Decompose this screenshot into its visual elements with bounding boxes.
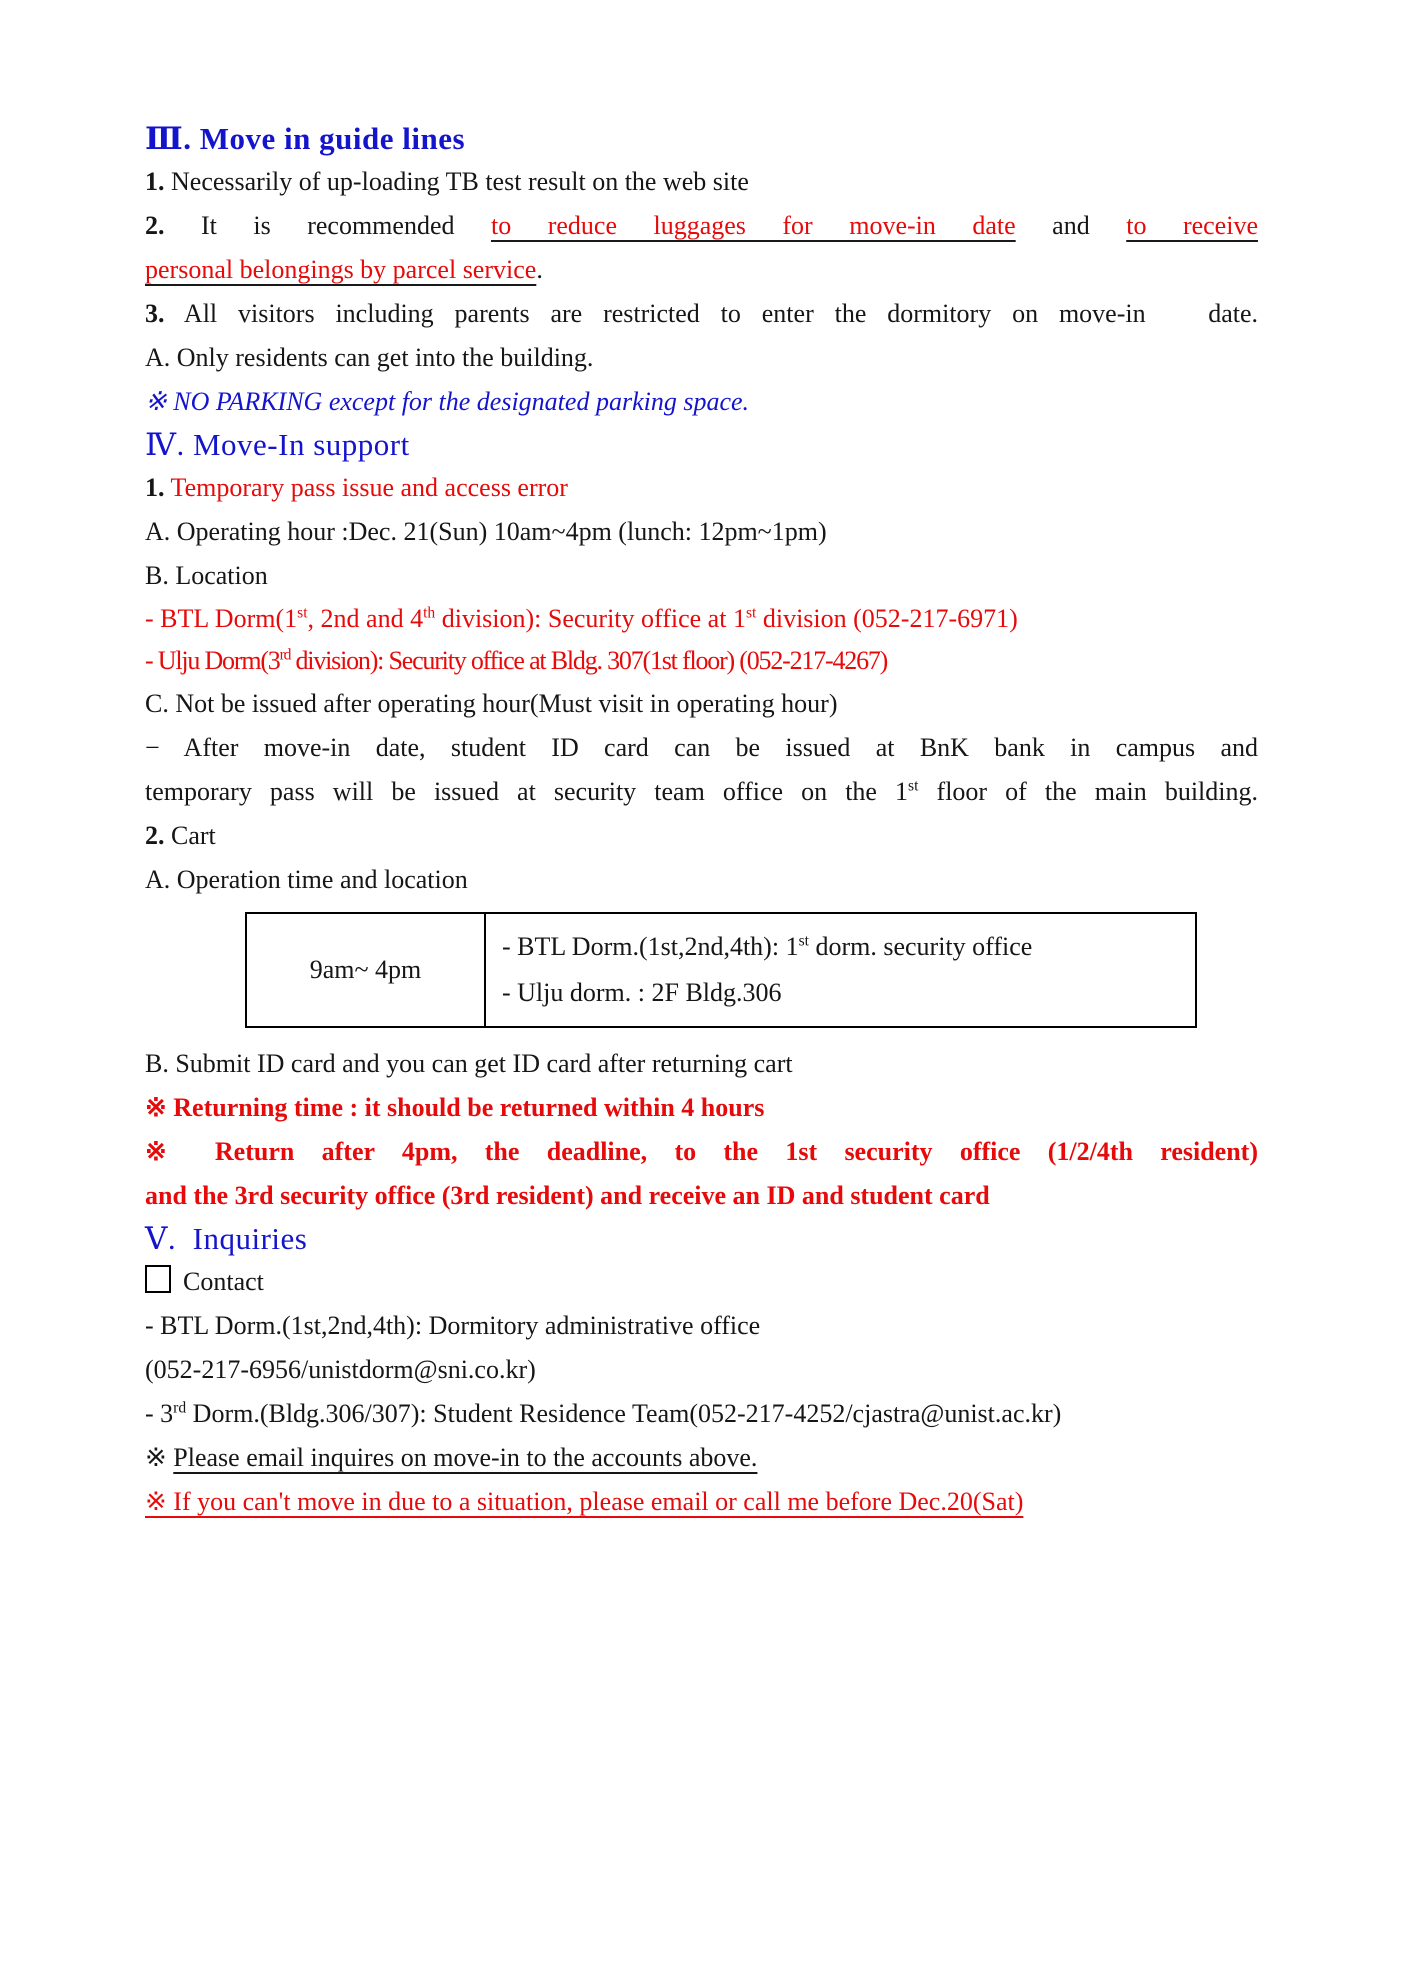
operation-time-line: A. Operation time and location — [145, 865, 468, 894]
returning-time-note: ※ Returning time : it should be returned within 4 hours — [145, 1093, 765, 1122]
cart-item: 2. Cart — [145, 821, 216, 850]
checkbox-icon — [145, 1265, 171, 1293]
after-movein-line1: − After move-in date, student ID card can be issued at BnK bank in campus and — [145, 733, 1258, 762]
ulju-dorm-bullet: - Ulju Dorm(3rd division): Security office at Bldg. 307(1st floor) (052-217-4267) — [145, 646, 888, 675]
btl-dorm-bullet: - BTL Dorm(1st, 2nd and 4th division): Security office at 1st division (052-217-6971) — [145, 604, 1018, 633]
email-inquiries-note: ※ Please email inquires on move-in to the accounts above. — [145, 1443, 758, 1472]
item-visitors-sub: A. Only residents can get into the building. — [145, 343, 594, 372]
section-iv-heading: Ⅳ. Move-In support — [145, 427, 410, 462]
return-after-line1: ※ Return after 4pm, the deadline, to the 1st security office (1/2/4th resident) — [145, 1137, 1258, 1166]
return-after-line2: and the 3rd security office (3rd resident) and receive an ID and student card — [145, 1181, 990, 1210]
btl-contact-line: - BTL Dorm.(1st,2nd,4th): Dormitory administrative office — [145, 1311, 761, 1340]
cant-move-note: ※ If you can't move in due to a situation, please email or call me before Dec.20(Sat) — [145, 1487, 1024, 1516]
cart-location-line2: - Ulju dorm. : 2F Bldg.306 — [502, 978, 782, 1007]
section-v-heading: Ⅴ. Inquiries — [145, 1221, 308, 1256]
after-movein-line2: temporary pass will be issued at security team office on the 1st floor of the main building. — [145, 777, 1258, 806]
item-luggage-line2: personal belongings by parcel service. — [145, 255, 543, 284]
item-temporary-pass: 1. Temporary pass issue and access error — [145, 473, 568, 502]
item-luggage-line1: 2. It is recommended to reduce luggages for move-in date and to receive — [145, 211, 1258, 240]
cart-location-cell — [485, 913, 1196, 1027]
contact-line — [145, 1260, 1258, 1304]
contact-label: Contact — [183, 1267, 264, 1296]
cart-table-row — [246, 913, 1196, 1027]
item-visitors: 3. All visitors including parents are restricted to enter the dormitory on move-in date. — [145, 299, 1258, 328]
btl-contact-phone: (052-217-6956/unistdorm@sni.co.kr) — [145, 1355, 536, 1384]
no-parking-note: ※ NO PARKING except for the designated parking space. — [145, 387, 750, 416]
cart-table — [245, 912, 1197, 1028]
operating-hour-line: A. Operating hour :Dec. 21(Sun) 10am~4pm (lunch: 12pm~1pm) — [145, 517, 827, 546]
cart-location-line1: - BTL Dorm.(1st,2nd,4th): 1st dorm. security office — [502, 932, 1033, 961]
not-issued-line: C. Not be issued after operating hour(Must visit in operating hour) — [145, 689, 838, 718]
cart-time-cell: 9am~ 4pm — [246, 913, 485, 1027]
section-iii-heading: Ⅲ. Move in guide lines — [145, 121, 466, 156]
submit-id-line: B. Submit ID card and you can get ID card after returning cart — [145, 1049, 793, 1078]
location-line: B. Location — [145, 561, 268, 590]
third-dorm-contact-line: - 3rd Dorm.(Bldg.306/307): Student Residence Team(052-217-4252/cjastra@unist.ac.kr) — [145, 1399, 1062, 1428]
item-tb-test: 1. Necessarily of up-loading TB test result on the web site — [145, 167, 749, 196]
